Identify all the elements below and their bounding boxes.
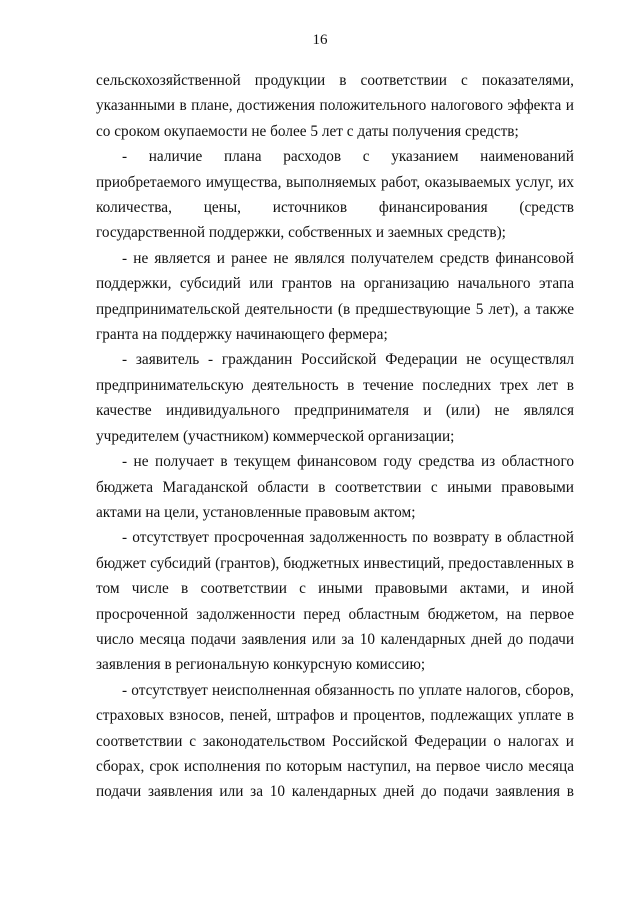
paragraph-overdue-debt: - отсутствует просроченная задолженность по возврату в областной бюджет субсидий (грантов), бюджетных инвестиций, предоставленных в том числе в соответствии с иными правовыми актами, и иной просроченной задолженности перед областным бюджетом, на первое число месяца подачи заявления или за 10 календарных дней до подачи заявления в региональную конкурсную комиссию;: [96, 529, 574, 674]
paragraph-applicant-status: - заявитель - гражданин Российской Федерации не осуществлял предпринимательскую деятельность в течение последних трех лет в качестве индивидуального предпринимателя и (или) не являлся учредителем (участником) коммерческой организации;: [96, 351, 574, 445]
paragraph-expense-plan: - наличие плана расходов с указанием наименований приобретаемого имущества, выполняемых работ, оказываемых услуг, их количества, цены, источников финансирования (средств государственной поддержки, собственных и заемных средств);: [96, 148, 574, 242]
page-number: 16: [312, 32, 328, 48]
paragraph-tax-obligations: - отсутствует неисполненная обязанность по уплате налогов, сборов, страховых взносов, пеней, штрафов и процентов, подлежащих уплате в соответствии с законодательством Российской Федерации о налогах и сборах, срок исполнения по которым наступил, на первое число месяца подачи заявления или за 10 календарных дней до подачи заявления в: [96, 681, 574, 801]
document-body: [96, 68, 574, 805]
paragraph-prior-support: - не является и ранее не являлся получателем средств финансовой поддержки, субсидий или грантов на организацию начального этапа предпринимательской деятельности (в предшествующие 5 лет), а также гранта на поддержку начинающего фермера;: [96, 249, 574, 344]
paragraph-continuation: сельскохозяйственной продукции в соответствии с показателями, указанными в плане, достижения положительного налогового эффекта и со сроком окупаемости не более 5 лет с даты получения средств;: [96, 72, 574, 140]
paragraph-regional-budget: - не получает в текущем финансовом году средства из областного бюджета Магаданской области в соответствии с иными правовыми актами на цели, установленные правовым актом;: [96, 453, 574, 521]
